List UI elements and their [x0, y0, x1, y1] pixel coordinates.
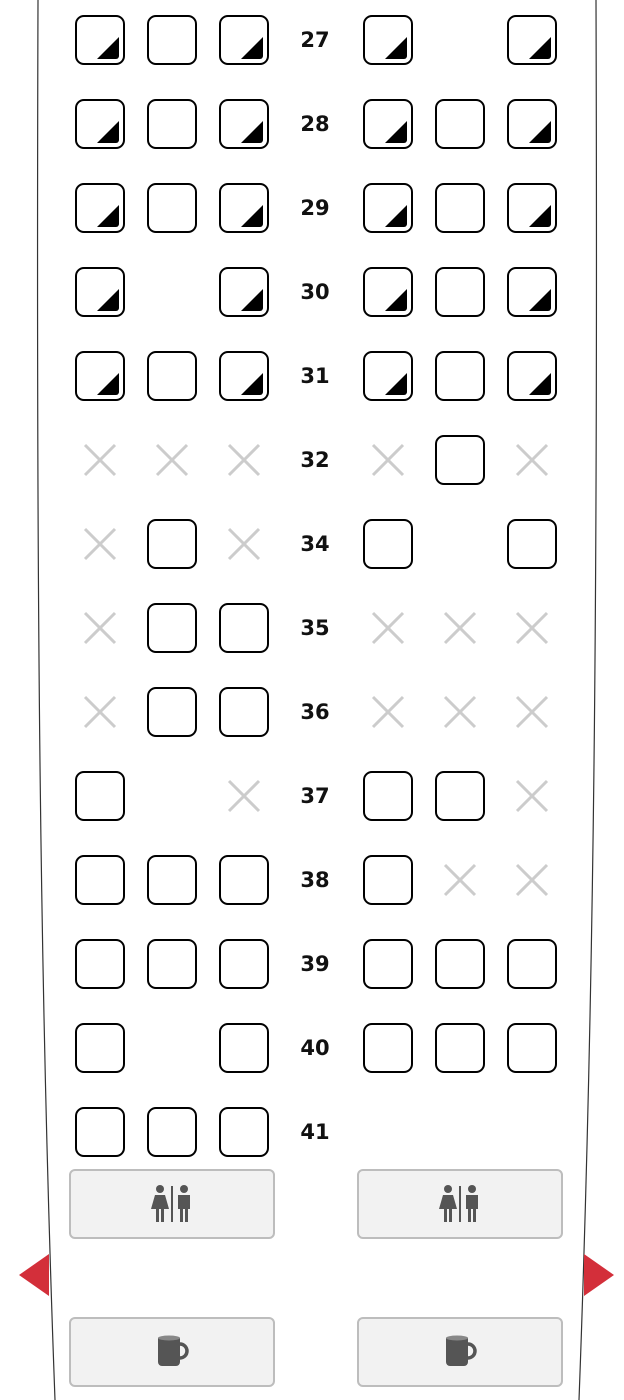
seat-28D[interactable] — [363, 99, 413, 149]
extra-legroom-icon — [241, 121, 263, 143]
seat-29C[interactable] — [219, 183, 269, 233]
unavailable-x-icon — [363, 687, 413, 737]
seat-unavailable-32F — [507, 435, 557, 485]
lavatory-icon — [142, 1184, 202, 1224]
row-number: 27 — [300, 28, 330, 52]
galley-button-right[interactable] — [357, 1317, 563, 1387]
unavailable-x-icon — [435, 603, 485, 653]
seat-40A[interactable] — [75, 1023, 125, 1073]
seat-39F[interactable] — [507, 939, 557, 989]
seat-28E[interactable] — [435, 99, 485, 149]
unavailable-x-icon — [219, 435, 269, 485]
unavailable-x-icon — [75, 603, 125, 653]
seat-35C[interactable] — [219, 603, 269, 653]
seat-unavailable-32C — [219, 435, 269, 485]
seat-unavailable-36F — [507, 687, 557, 737]
unavailable-x-icon — [507, 855, 557, 905]
unavailable-x-icon — [435, 855, 485, 905]
row-number: 35 — [300, 616, 330, 640]
extra-legroom-icon — [385, 37, 407, 59]
seat-unavailable-37C — [219, 771, 269, 821]
seat-36B[interactable] — [147, 687, 197, 737]
extra-legroom-icon — [529, 289, 551, 311]
seat-31D[interactable] — [363, 351, 413, 401]
seat-28A[interactable] — [75, 99, 125, 149]
extra-legroom-icon — [241, 37, 263, 59]
extra-legroom-icon — [385, 289, 407, 311]
seat-39E[interactable] — [435, 939, 485, 989]
seat-unavailable-38F — [507, 855, 557, 905]
unavailable-x-icon — [507, 687, 557, 737]
extra-legroom-icon — [241, 289, 263, 311]
seat-30A[interactable] — [75, 267, 125, 317]
seat-27F[interactable] — [507, 15, 557, 65]
seat-41C[interactable] — [219, 1107, 269, 1157]
seat-32E[interactable] — [435, 435, 485, 485]
seat-38A[interactable] — [75, 855, 125, 905]
seat-29A[interactable] — [75, 183, 125, 233]
extra-legroom-icon — [97, 37, 119, 59]
seat-unavailable-37F — [507, 771, 557, 821]
unavailable-x-icon — [75, 519, 125, 569]
seat-unavailable-32D — [363, 435, 413, 485]
seat-39C[interactable] — [219, 939, 269, 989]
extra-legroom-icon — [241, 373, 263, 395]
row-number: 30 — [300, 280, 330, 304]
galley-button-left[interactable] — [69, 1317, 275, 1387]
coffee-cup-icon — [440, 1332, 480, 1372]
seat-28B[interactable] — [147, 99, 197, 149]
seat-unavailable-34A — [75, 519, 125, 569]
seat-39D[interactable] — [363, 939, 413, 989]
extra-legroom-icon — [385, 205, 407, 227]
unavailable-x-icon — [219, 771, 269, 821]
seat-37E[interactable] — [435, 771, 485, 821]
seat-31C[interactable] — [219, 351, 269, 401]
unavailable-x-icon — [435, 687, 485, 737]
unavailable-x-icon — [363, 603, 413, 653]
row-number: 40 — [300, 1036, 330, 1060]
unavailable-x-icon — [75, 687, 125, 737]
seat-40D[interactable] — [363, 1023, 413, 1073]
seat-39B[interactable] — [147, 939, 197, 989]
row-number: 29 — [300, 196, 330, 220]
row-number: 31 — [300, 364, 330, 388]
coffee-cup-icon — [152, 1332, 192, 1372]
seat-unavailable-34C — [219, 519, 269, 569]
row-number: 34 — [300, 532, 330, 556]
extra-legroom-icon — [241, 205, 263, 227]
seat-27D[interactable] — [363, 15, 413, 65]
extra-legroom-icon — [385, 121, 407, 143]
seat-27B[interactable] — [147, 15, 197, 65]
seat-31A[interactable] — [75, 351, 125, 401]
seat-27A[interactable] — [75, 15, 125, 65]
seat-unavailable-32A — [75, 435, 125, 485]
seat-unavailable-35F — [507, 603, 557, 653]
row-number: 39 — [300, 952, 330, 976]
extra-legroom-icon — [529, 373, 551, 395]
row-number: 38 — [300, 868, 330, 892]
extra-legroom-icon — [529, 205, 551, 227]
unavailable-x-icon — [219, 519, 269, 569]
unavailable-x-icon — [363, 435, 413, 485]
seat-38C[interactable] — [219, 855, 269, 905]
lavatory-icon — [430, 1184, 490, 1224]
seat-30E[interactable] — [435, 267, 485, 317]
exit-arrow-left-icon — [19, 1254, 49, 1296]
seat-31E[interactable] — [435, 351, 485, 401]
row-number: 41 — [300, 1120, 330, 1144]
seat-31B[interactable] — [147, 351, 197, 401]
extra-legroom-icon — [97, 289, 119, 311]
unavailable-x-icon — [147, 435, 197, 485]
seat-unavailable-36D — [363, 687, 413, 737]
row-number: 37 — [300, 784, 330, 808]
seat-unavailable-36E — [435, 687, 485, 737]
seat-38B[interactable] — [147, 855, 197, 905]
unavailable-x-icon — [507, 603, 557, 653]
seat-37A[interactable] — [75, 771, 125, 821]
seat-41B[interactable] — [147, 1107, 197, 1157]
extra-legroom-icon — [97, 205, 119, 227]
row-number: 36 — [300, 700, 330, 724]
seat-36C[interactable] — [219, 687, 269, 737]
extra-legroom-icon — [97, 373, 119, 395]
seat-unavailable-35D — [363, 603, 413, 653]
unavailable-x-icon — [507, 771, 557, 821]
seat-40F[interactable] — [507, 1023, 557, 1073]
seat-29E[interactable] — [435, 183, 485, 233]
extra-legroom-icon — [529, 37, 551, 59]
seat-unavailable-35E — [435, 603, 485, 653]
extra-legroom-icon — [529, 121, 551, 143]
unavailable-x-icon — [75, 435, 125, 485]
seat-31F[interactable] — [507, 351, 557, 401]
seat-40C[interactable] — [219, 1023, 269, 1073]
seat-28F[interactable] — [507, 99, 557, 149]
seat-unavailable-38E — [435, 855, 485, 905]
seat-37D[interactable] — [363, 771, 413, 821]
seat-30D[interactable] — [363, 267, 413, 317]
extra-legroom-icon — [385, 373, 407, 395]
seat-29B[interactable] — [147, 183, 197, 233]
lavatory-button-left[interactable] — [69, 1169, 275, 1239]
seat-30F[interactable] — [507, 267, 557, 317]
seat-unavailable-36A — [75, 687, 125, 737]
seat-28C[interactable] — [219, 99, 269, 149]
row-number: 32 — [300, 448, 330, 472]
seat-35B[interactable] — [147, 603, 197, 653]
seat-34B[interactable] — [147, 519, 197, 569]
unavailable-x-icon — [507, 435, 557, 485]
seat-34F[interactable] — [507, 519, 557, 569]
row-number: 28 — [300, 112, 330, 136]
seat-27C[interactable] — [219, 15, 269, 65]
exit-arrow-right-icon — [584, 1254, 614, 1296]
seat-unavailable-32B — [147, 435, 197, 485]
seat-40E[interactable] — [435, 1023, 485, 1073]
seat-39A[interactable] — [75, 939, 125, 989]
seat-41A[interactable] — [75, 1107, 125, 1157]
seat-34D[interactable] — [363, 519, 413, 569]
seat-30C[interactable] — [219, 267, 269, 317]
seat-29F[interactable] — [507, 183, 557, 233]
extra-legroom-icon — [97, 121, 119, 143]
seat-38D[interactable] — [363, 855, 413, 905]
seat-unavailable-35A — [75, 603, 125, 653]
seat-29D[interactable] — [363, 183, 413, 233]
lavatory-button-right[interactable] — [357, 1169, 563, 1239]
